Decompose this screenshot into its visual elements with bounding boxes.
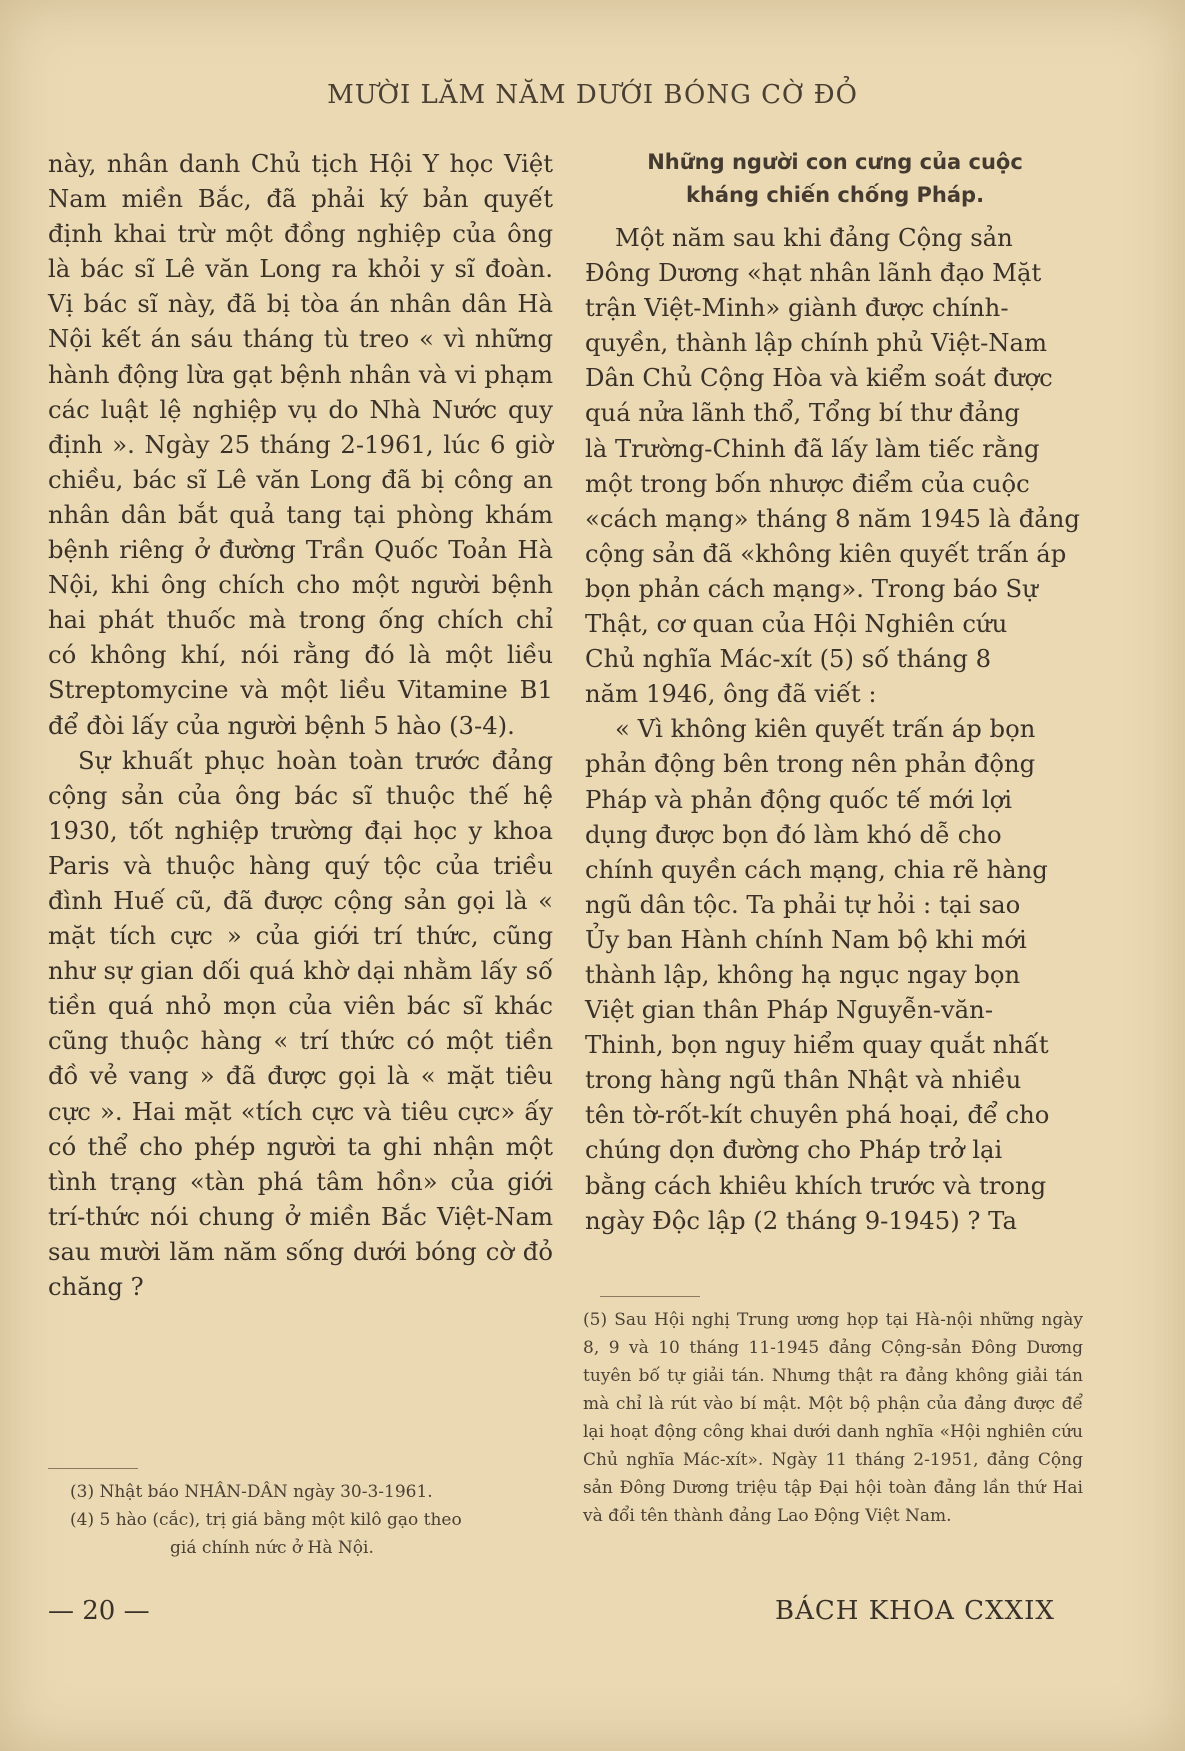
left-column: [48, 146, 553, 1304]
right-text-line: chính quyền cách mạng, chia rẽ hàng: [585, 854, 1048, 884]
right-text-line: dụng được bọn đó làm khó dễ cho: [585, 819, 1002, 849]
section-subheading: [585, 146, 1085, 212]
right-text-line: trong hàng ngũ thân Nhật và nhiều: [585, 1065, 1022, 1095]
right-text-line: quá nửa lãnh thổ, Tổng bí thư đảng: [585, 398, 1020, 428]
right-text-line: ngũ dân tộc. Ta phải tự hỏi : tại sao: [585, 889, 1021, 919]
right-text-line: Dân Chủ Cộng Hòa và kiểm soát được: [585, 363, 1053, 393]
footnote-3: (3) Nhật báo NHÂN-DÂN ngày 30-3-1961.: [70, 1482, 433, 1502]
right-text-line: Pháp và phản động quốc tế mới lợi: [585, 784, 1013, 814]
right-text-line: bọn phản cách mạng». Trong báo Sự: [585, 573, 1038, 603]
right-text-line: năm 1946, ông đã viết :: [585, 679, 877, 709]
footnote-4-line-2: giá chính nức ở Hà Nội.: [170, 1538, 374, 1558]
right-text-line: «cách mạng» tháng 8 năm 1945 là đảng: [585, 503, 1080, 533]
right-text-line: chúng dọn đường cho Pháp trở lại: [585, 1135, 1003, 1165]
footnotes-left: [70, 1478, 550, 1562]
footnote-rule-right: [600, 1296, 700, 1297]
right-text-line: là Trường-Chinh đã lấy làm tiếc rằng: [585, 433, 1040, 463]
right-text-line: phản động bên trong nên phản động: [585, 749, 1036, 779]
journal-footer: BÁCH KHOA CXXIX: [775, 1596, 1055, 1626]
right-text-line: thành lập, không hạ ngục ngay bọn: [585, 959, 1021, 989]
right-text-line: tên tờ-rốt-kít chuyên phá hoại, để cho: [585, 1100, 1050, 1130]
right-body-text: [585, 220, 1085, 1238]
footnote-5: (5) Sau Hội nghị Trung ương họp tại Hà-nội những ngày 8, 9 và 10 tháng 11-1945 đảng Cộng-sản Đông Dương tuyên bố tự giải tán. Nhưng thật ra đảng không giải tán mà chỉ là rút vào bí mật. Một bộ phận của đảng được để lại hoạt động công khai dưới danh nghĩa «Hội nghiên cứu Chủ nghĩa Mác-xít». Ngày 11 tháng 2-1951, đảng Cộng sản Đông Dương triệu tập Đại hội toàn đảng lần thứ Hai và đổi tên thành đảng Lao Động Việt Nam.: [583, 1310, 1083, 1526]
right-text-line: cộng sản đã «không kiên quyết trấn áp: [585, 538, 1067, 568]
right-text-line: Thật, cơ quan của Hội Nghiên cứu: [585, 609, 1008, 639]
right-text-line: « Vì không kiên quyết trấn áp bọn: [615, 714, 1036, 744]
right-text-line: Chủ nghĩa Mác-xít (5) số tháng 8: [585, 644, 992, 674]
right-text-line: Một năm sau khi đảng Cộng sản: [615, 223, 1013, 252]
right-text-line: ngày Độc lập (2 tháng 9-1945) ? Ta: [585, 1205, 1017, 1235]
right-text-line: Ủy ban Hành chính Nam bộ khi mới: [585, 924, 1027, 954]
right-text-line: bằng cách khiêu khích trước và trong: [585, 1170, 1047, 1200]
right-text-line: quyền, thành lập chính phủ Việt-Nam: [585, 328, 1048, 358]
running-head: MƯỜI LĂM NĂM DƯỚI BÓNG CỜ ĐỎ: [327, 80, 858, 110]
right-text-line: Đông Dương «hạt nhân lãnh đạo Mặt: [585, 258, 1042, 288]
left-paragraph-1: này, nhân danh Chủ tịch Hội Y học Việt Nam miền Bắc, đã phải ký bản quyết định khai trừ một đồng nghiệp của ông là bác sĩ Lê văn Long ra khỏi y sĩ đoàn. Vị bác sĩ này, đã bị tòa án nhân dân Hà Nội kết án sáu tháng tù treo « vì những hành động lừa gạt bệnh nhân và vi phạm các luật lệ nghiệp vụ do Nhà Nước quy định ». Ngày 25 tháng 2-1961, lúc 6 giờ chiều, bác sĩ Lê văn Long đã bị công an nhân dân bắt quả tang tại phòng khám bệnh riêng ở đường Trần Quốc Toản Hà Nội, khi ông chích cho một người bệnh hai phát thuốc mà trong ống chích chỉ có không khí, nói rằng đó là một liều Streptomycine và một liều Vitamine B1 để đòi lấy của người bệnh 5 hào (3-4).: [48, 149, 553, 740]
right-column: [585, 146, 1085, 1238]
right-text-line: Thinh, bọn nguy hiểm quay quắt nhất: [585, 1030, 1049, 1060]
footnote-rule-left: [48, 1468, 138, 1469]
subheading-line-1: Những người con cưng của cuộc: [647, 150, 1023, 174]
right-text-line: một trong bốn nhược điểm của cuộc: [585, 468, 1030, 498]
page-number: — 20 —: [48, 1596, 150, 1626]
footnote-4-line-1: (4) 5 hào (cắc), trị giá bằng một kilô gạo theo: [70, 1510, 462, 1530]
right-text-line: Việt gian thân Pháp Nguyễn-văn-: [585, 995, 994, 1025]
subheading-line-2: kháng chiến chống Pháp.: [685, 183, 985, 207]
right-text-line: trận Việt-Minh» giành được chính-: [585, 293, 1009, 323]
left-paragraph-2: Sự khuất phục hoàn toàn trước đảng cộng sản của ông bác sĩ thuộc thế hệ 1930, tốt nghiệp trường đại học y khoa Paris và thuộc hàng quý tộc của triều đình Huế cũ, đã được cộng sản gọi là « mặt tích cực » của giới trí thức, cũng như sự gian dối quá khờ dại nhằm lấy số tiền quá nhỏ mọn của viên bác sĩ khác cũng thuộc hàng « trí thức có một tiền đồ vẻ vang » đã được gọi là « mặt tiêu cực ». Hai mặt «tích cực và tiêu cực» ấy có thể cho phép người ta ghi nhận một tình trạng «tàn phá tâm hồn» của giới trí-thức nói chung ở miền Bắc Việt-Nam sau mười lăm năm sống dưới bóng cờ đỏ chăng ?: [48, 745, 553, 1301]
